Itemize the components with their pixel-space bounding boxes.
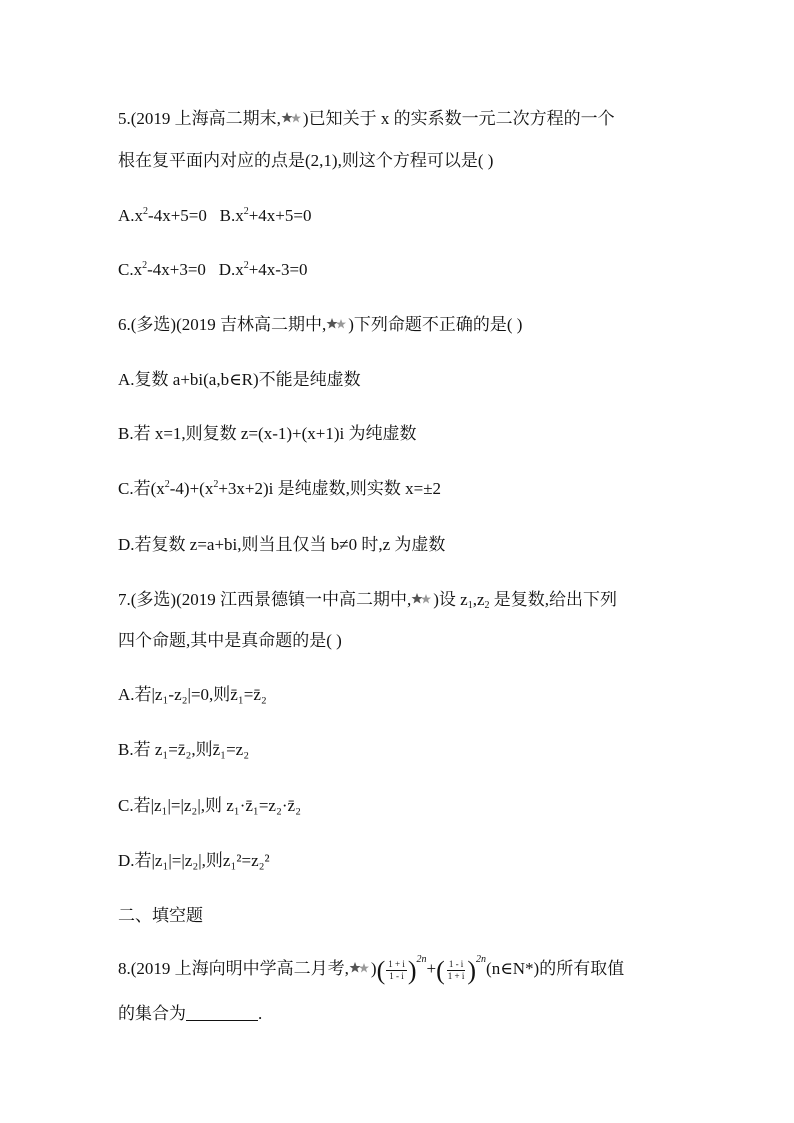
q5-options-cd [118,259,308,281]
q5-opt-b-exp: 2 [243,206,249,217]
q5-options-ab [118,205,311,227]
q8-close-bracket-2: ) [467,956,477,985]
q6-opt-d: D.若复数 z=a+bi,则当且仅当 b≠0 时,z 为虚数 [118,535,446,554]
q8-exp-1: 2n [416,954,427,965]
q8-line1 [118,954,625,985]
q5-opt-d-exp: 2 [243,260,249,271]
q8-line2-end: . [258,1004,263,1023]
q8-exp-2: 2n [476,954,487,965]
q7-mid: ,z [472,590,485,609]
q8-open-bracket-1: ( [376,956,386,985]
q5-opt-b-rest: +4x+5=0 [248,206,312,225]
q8-paren-close: ) [370,959,377,978]
q7-line2: 四个命题,其中是真命题的是( ) [118,631,342,650]
q6-opt-c [118,478,441,500]
q6-opt-c-part2: -4)+(x [169,479,214,498]
q6-line1 [118,314,522,336]
q7-sub2: 2 [484,600,490,611]
q5-opt-a-label: A.x [118,206,144,225]
q5-opt-c-rest: -4x+3=0 [147,260,206,279]
q8-frac2-num: 1 - i [448,958,464,969]
q6-opt-c-exp1: 2 [164,479,170,490]
q5-opt-b-label: B.x [219,206,244,225]
q5-opt-c-exp: 2 [142,260,148,271]
q7-prefix: 7.(多选)(2019 江西景德镇一中高二期中, [118,590,412,609]
q5-opt-a-exp: 2 [143,206,149,217]
q8-suffix: (n∈N*)的所有取值 [486,959,625,978]
q5-opt-d-label: D.x [218,260,244,279]
q7-line1 [118,589,617,611]
q8-frac1-num: 1 + i [388,958,405,969]
difficulty-stars-icon [326,315,348,329]
q5-line1 [118,108,615,130]
q6-opt-c-part3: +3x+2)i 是纯虚数,则实数 x=±2 [218,479,442,498]
q6-opt-b: B.若 x=1,则复数 z=(x-1)+(x+1)i 为纯虚数 [118,424,417,443]
q7-opt-a: A.若|z₁-z₂|=0,则z̄₁=z̄₂ [118,685,267,704]
q7-end: 是复数,给出下列 [489,590,617,609]
q7-opt-b: B.若 z₁=z̄₂,则z̄₁=z₂ [118,740,250,759]
q8-fraction-2 [446,959,467,982]
q6-opt-c-exp2: 2 [213,479,219,490]
q7-suffix: )设 z [433,590,468,609]
q8-fraction-1 [386,959,407,982]
q5-suffix: )已知关于 x 的实系数一元二次方程的一个 [302,109,615,128]
q5-opt-d-rest: +4x-3=0 [248,260,308,279]
q8-open-bracket-2: ( [436,956,445,985]
difficulty-stars-icon [281,109,303,123]
q8-prefix: 8.(2019 上海向明中学高二月考, [118,959,349,978]
q8-frac1-den: 1 - i [389,970,404,981]
q8-line2-prefix: 的集合为 [118,1004,186,1023]
q7-opt-d: D.若|z₁|=|z₂|,则z₁²=z₂² [118,851,270,870]
q5-line2: 根在复平面内对应的点是(2,1),则这个方程可以是( ) [118,151,494,170]
q8-plus: + [426,959,437,978]
q8-frac2-den: 1 + i [447,970,465,981]
q5-opt-a-rest: -4x+5=0 [148,206,207,225]
difficulty-stars-icon [411,590,433,604]
q6-suffix: )下列命题不正确的是( ) [348,315,523,334]
q5-opt-c-label: C.x [118,260,143,279]
q6-prefix: 6.(多选)(2019 吉林高二期中, [118,315,327,334]
difficulty-stars-icon [349,959,371,973]
q7-sub1: 1 [467,600,473,611]
q6-opt-c-part1: C.若(x [118,479,165,498]
q6-opt-a: A.复数 a+bi(a,b∈R)不能是纯虚数 [118,370,361,389]
section-heading: 二、填空题 [118,906,203,925]
q5-prefix: 5.(2019 上海高二期末, [118,109,281,128]
q8-answer-blank[interactable] [186,1006,258,1021]
q8-close-bracket-1: ) [407,956,417,985]
q7-opt-c: C.若|z₁|=|z₂|,则 z₁·z̄₁=z₂·z̄₂ [118,796,302,815]
q8-line2 [118,1003,262,1025]
